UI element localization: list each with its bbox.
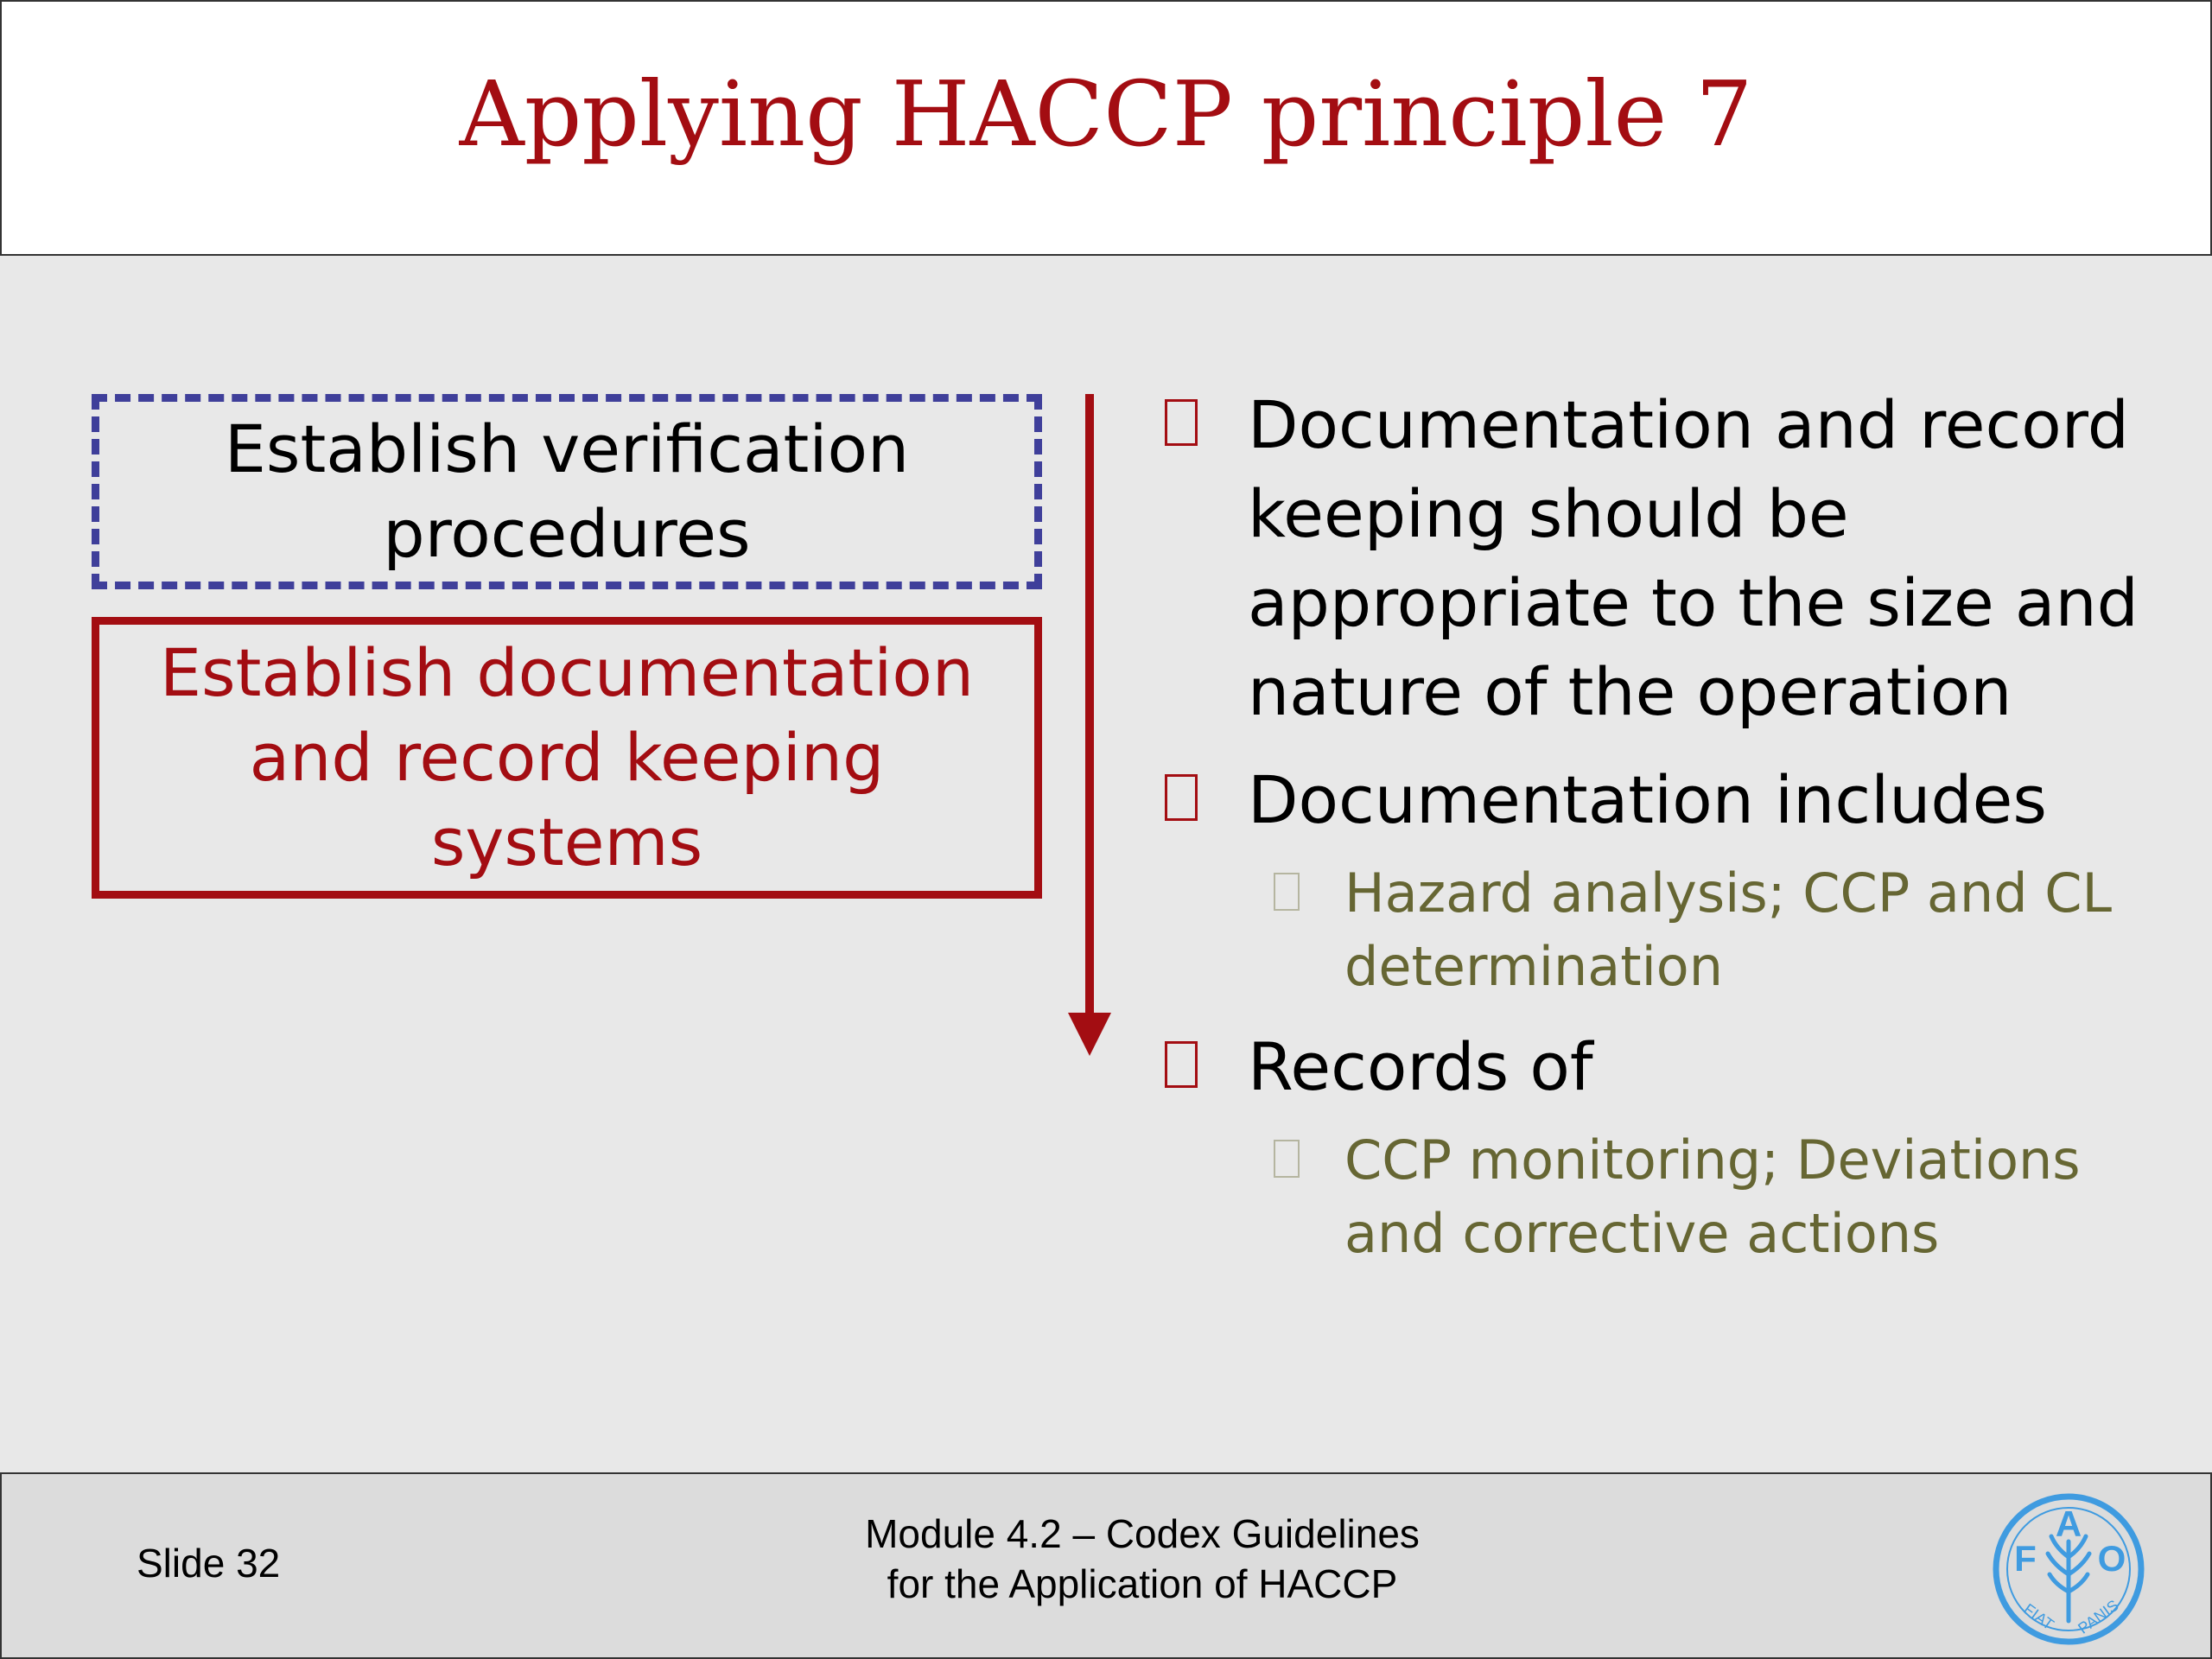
- bullet-item: [1158, 755, 2186, 844]
- logo-motto: PANIS: [2075, 1596, 2122, 1637]
- sub-bullet-text: Hazard analysis; CCP and CL: [1344, 861, 2113, 925]
- documentation-box-line: systems: [430, 804, 703, 880]
- module-caption-line: for the Application of HACCP: [887, 1561, 1398, 1606]
- bullet-item: [1158, 1022, 2186, 1111]
- square-bullet-icon: [1274, 873, 1300, 911]
- slide-number: Slide 32: [137, 1541, 281, 1586]
- bullet-text: Documentation includes: [1248, 761, 2047, 838]
- documentation-records-box: [92, 617, 1042, 899]
- bullet-text: appropriate to the size and: [1248, 564, 2139, 641]
- module-caption-line: Module 4.2 – Codex Guidelines: [865, 1511, 1420, 1556]
- sub-bullet-item: [1158, 856, 2186, 1003]
- logo-motto: FIAT: [2020, 1599, 2057, 1634]
- verification-box-line: procedures: [383, 495, 751, 572]
- sub-bullet-text: determination: [1344, 935, 1724, 998]
- bullet-item: [1158, 380, 2186, 736]
- square-bullet-icon: [1165, 774, 1198, 821]
- documentation-box-line: and record keeping: [249, 719, 885, 796]
- bullet-list: [1158, 380, 2186, 1270]
- square-bullet-icon: [1165, 1041, 1198, 1088]
- documentation-box-line: Establish documentation: [160, 634, 974, 711]
- square-bullet-icon: [1274, 1140, 1300, 1178]
- bullet-text: nature of the operation: [1248, 653, 2012, 730]
- sub-bullet-text: CCP monitoring; Deviations: [1344, 1128, 2081, 1192]
- bullet-text: Documentation and record: [1248, 386, 2129, 463]
- sub-bullet-text: and corrective actions: [1344, 1202, 1940, 1265]
- sub-bullet-item: [1158, 1123, 2186, 1270]
- down-arrow-icon: [1068, 394, 1111, 1056]
- square-bullet-icon: [1165, 399, 1198, 446]
- verification-procedures-box: [92, 394, 1042, 589]
- verification-box-line: Establish verification: [224, 410, 910, 487]
- slide-title: Applying HACCP principle 7: [459, 61, 1753, 167]
- logo-letter: O: [2097, 1538, 2126, 1579]
- fao-logo: [1991, 1491, 2146, 1647]
- logo-letter: A: [2055, 1503, 2082, 1544]
- title-bar: [0, 0, 2212, 256]
- bullet-text: Records of: [1248, 1028, 1593, 1105]
- bullet-text: keeping should be: [1248, 475, 1849, 552]
- module-caption: [676, 1509, 1609, 1609]
- logo-letter: F: [2014, 1538, 2037, 1579]
- slide-footer: [0, 1472, 2212, 1659]
